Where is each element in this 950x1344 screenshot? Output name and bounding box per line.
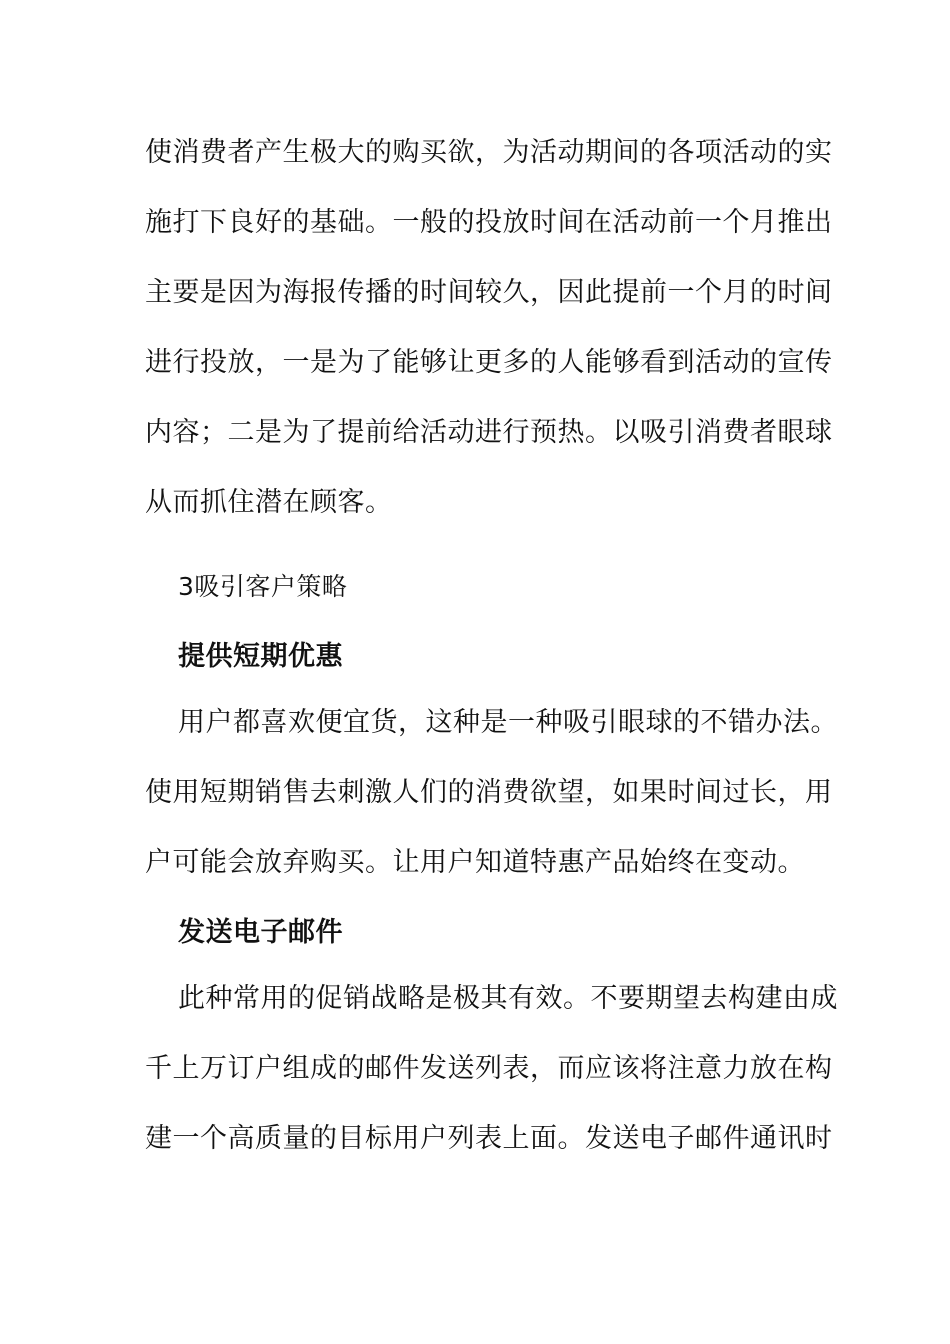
paragraph-line: 主要是因为海报传播的时间较久，因此提前一个月的时间 [145,277,833,308]
paragraph-line: 使消费者产生极大的购买欲，为活动期间的各项活动的实 [145,137,833,168]
subsection-heading: 发送电子邮件 [178,917,343,948]
paragraph-line: 施打下良好的基础。一般的投放时间在活动前一个月推出 [145,207,833,238]
paragraph-line: 户可能会放弃购买。让用户知道特惠产品始终在变动。 [145,847,805,878]
paragraph-line: 从而抓住潜在顾客。 [145,487,393,518]
paragraph-line: 千上万订户组成的邮件发送列表，而应该将注意力放在构 [145,1053,833,1084]
subsection-heading: 提供短期优惠 [178,641,343,672]
paragraph-line: 进行投放，一是为了能够让更多的人能够看到活动的宣传 [145,347,833,378]
paragraph-line: 用户都喜欢便宜货，这种是一种吸引眼球的不错办法。 [178,707,838,738]
paragraph-line: 内容；二是为了提前给活动进行预热。以吸引消费者眼球 [145,417,833,448]
paragraph-line: 建一个高质量的目标用户列表上面。发送电子邮件通讯时 [145,1123,833,1154]
paragraph-line: 使用短期销售去刺激人们的消费欲望，如果时间过长，用 [145,777,833,808]
paragraph-line: 此种常用的促销战略是极其有效。不要期望去构建由成 [178,983,838,1014]
section-heading: 3吸引客户策略 [178,572,348,601]
